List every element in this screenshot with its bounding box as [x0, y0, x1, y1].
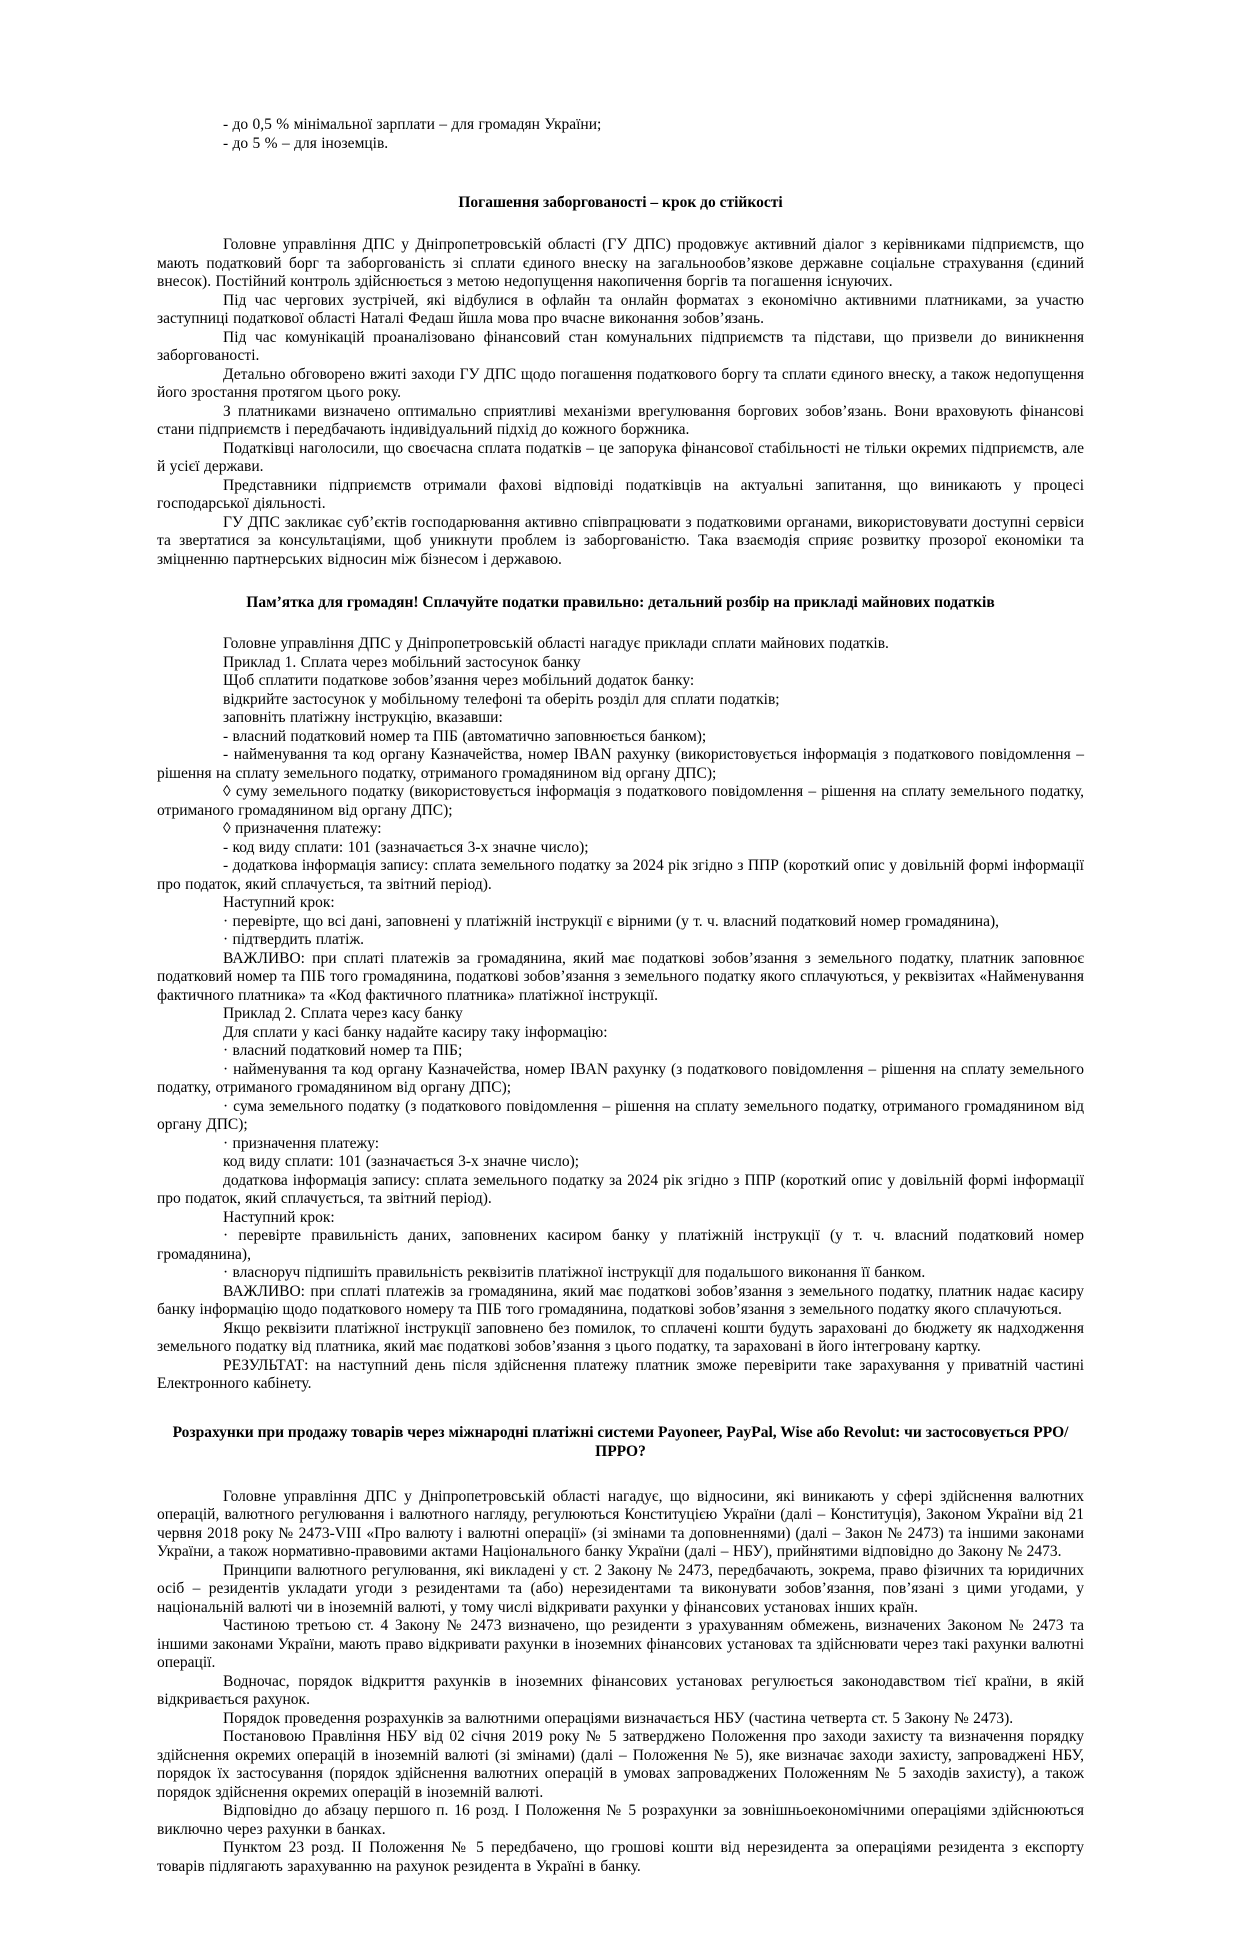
paragraph: ГУ ДПС закликає суб’єктів господарювання активно співпрацювати з податковими органами, використовувати доступні сервіси та звертатися за консультаціями, щоб уникнути проблем із заборгованістю. Така взаємодія сприяє розвитку прозорої економіки та зміцненню партнерських відносин між бізнесом і державою.: [157, 513, 1084, 568]
paragraph: ◊ суму земельного податку (використовується інформація з податкового повідомлення – рішення на сплату земельного податку, отриманого громадянином від органу ДПС);: [157, 783, 1084, 819]
paragraph: · підтвердить платіж.: [223, 931, 365, 948]
paragraph: Наступний крок:: [223, 1208, 335, 1226]
spacer: [157, 569, 1084, 593]
spacer: [157, 1394, 1084, 1423]
section-heading: Погашення заборгованості – крок до стійкості: [458, 194, 783, 211]
paragraph: Для сплати у касі банку надайте касиру таку інформацію:: [223, 1023, 608, 1041]
paragraph: Постановою Правління НБУ від 02 січня 2019 року № 5 затверджено Положення про заходи захисту та визначення порядку здійснення окремих операцій в іноземній валюті (зі змінами) (далі – Положення № 5), яке визначає заходи захисту, запроваджені НБУ, порядок їх застосування (порядок здійснення валютних операцій в умовах запроваджених Положенням № 5 заходів захисту), а також порядок здійснення окремих операцій в іноземній валюті.: [157, 1728, 1084, 1801]
paragraph: Частиною третьою ст. 4 Закону № 2473 визначено, що резиденти з урахуванням обмежень, визначених Законом № 2473 та іншими законами України, мають право відкривати рахунки в іноземних фінансових установах та здійснювати через такі рахунки валютні операції.: [157, 1617, 1084, 1671]
paragraph: ВАЖЛИВО: при сплаті платежів за громадянина, який має податкові зобов’язання з земельного податку, платник заповнює податковий номер та ПІБ того громадянина, податкові зобов’язання з земельного податку якого сплачуються, у реквізитах «Найменування фактичного платника» та «Код фактичного платника» платіжної інструкції.: [157, 949, 1084, 1004]
paragraph: - найменування та код органу Казначейства, номер IBAN рахунку (використовується інформація з податкового повідомлення – рішення на сплату земельного податку, отриманого громадянином від органу ДПС);: [157, 746, 1084, 782]
paragraph: · перевірте, що всі дані, заповнені у платіжній інструкції є вірними (у т. ч. власний податковий номер громадянина),: [223, 912, 1000, 930]
paragraph: Головне управління ДПС у Дніпропетровській області (ГУ ДПС) продовжує активний діалог з керівниками підприємств, що мають податковий борг та заборгованість зі сплати єдиного внеску на загальнообов’язкове державне соціальне страхування (єдиний внесок). Постійний контроль здійснюється з метою недопущення накопичення боргів та погашення існуючих.: [157, 236, 1084, 290]
paragraph: Під час комунікацій проаналізовано фінансовий стан комунальних підприємств та підстави, що призвели до виникнення заборгованості.: [157, 328, 1084, 364]
paragraph: Головне управління ДПС у Дніпропетровській області нагадує, що відносини, які виникають у сфері здійснення валютних операцій, валютного регулювання і валютного нагляду, регулюються Конституцією України (далі – Конституція), Законом України від 21 червня 2018 року № 2473-VIII «Про валюту і валютні операції» (зі змінами та доповненнями) (далі – Закон № 2473) та іншими законами України, а також нормативно-правовими актами Національного банку України (далі – НБУ), прийнятими відповідно до Закону № 2473.: [157, 1487, 1084, 1560]
spacer: [157, 612, 1084, 635]
paragraph: Під час чергових зустрічей, які відбулися в офлайн та онлайн форматах з економічно активними платниками, за участю заступниці податкової області Наталі Федаш йшла мова про вчасне виконання зобов’язань.: [157, 291, 1084, 327]
paragraph: Порядок проведення розрахунків за валютними операціями визначається НБУ (частина четверта ст. 5 Закону № 2473).: [223, 1709, 1014, 1727]
paragraph: · найменування та код органу Казначейства, номер IBAN рахунку (з податкового повідомлення – рішення на сплату земельного податку, отриманого громадянином від органу ДПС);: [157, 1060, 1084, 1096]
paragraph: · власний податковий номер та ПІБ;: [223, 1042, 463, 1059]
paragraph: Відповідно до абзацу першого п. 16 розд. I Положення № 5 розрахунки за зовнішньоекономічними операціями здійснюються виключно через рахунки в банках.: [157, 1802, 1084, 1838]
paragraph: Приклад 2. Сплата через касу банку: [223, 1005, 463, 1022]
section-heading: Розрахунки при продажу товарів через міжнародні платіжні системи Payoneer, PayPal, Wise або Revolut: чи застосовується РРО/ПРРО?: [172, 1423, 1069, 1460]
paragraph: заповніть платіжну інструкцію, вказавши:: [223, 709, 503, 726]
spacer: [157, 1461, 1084, 1488]
paragraph: Пунктом 23 розд. II Положення № 5 передбачено, що грошові кошти від нерезидента за операціями резидента з експорту товарів підлягають зарахуванню на рахунок резидента в Україні в банку.: [157, 1839, 1084, 1875]
paragraph: РЕЗУЛЬТАТ: на наступний день після здійснення платежу платник зможе перевірити таке зарахування у приватній частині Електронного кабінету.: [157, 1356, 1084, 1392]
paragraph: Якщо реквізити платіжної інструкції заповнено без помилок, то сплачені кошти будуть зараховані до бюджету як надходження земельного податку від платника, який має податкові зобов’язання з цього податку, та зараховані в його інтегровану картку.: [157, 1319, 1084, 1355]
spacer: [157, 212, 1084, 236]
paragraph: Водночас, порядок відкриття рахунків в іноземних фінансових установах регулюється законодавством тієї країни, в якій відкривається рахунок.: [157, 1672, 1084, 1708]
paragraph: · перевірте правильність даних, заповнених касиром банку у платіжній інструкції (у т. ч. власний податковий номер громадянина),: [157, 1227, 1084, 1263]
paragraph: Наступний крок:: [223, 894, 335, 911]
paragraph: Приклад 1. Сплата через мобільний застосунок банку: [223, 653, 581, 671]
paragraph: відкрийте застосунок у мобільному телефоні та оберіть розділ для сплати податків;: [223, 690, 780, 708]
intro-line: - до 5 % – для іноземців.: [223, 134, 389, 152]
paragraph: Представники підприємств отримали фахові відповіді податківців на актуальні запитання, що виникають у процесі господарської діяльності.: [157, 476, 1084, 512]
paragraph: Щоб сплатити податкове зобов’язання через мобільний додаток банку:: [223, 672, 695, 689]
paragraph: · власноруч підпишіть правильність реквізитів платіжної інструкції для подальшого виконання її банком.: [223, 1264, 926, 1281]
paragraph: · сума земельного податку (з податкового повідомлення – рішення на сплату земельного податку, отриманого громадянином від органу ДПС);: [157, 1097, 1084, 1133]
paragraph: додаткова інформація запису: сплата земельного податку за 2024 рік згідно з ППР (короткий опис у довільній формі інформації про податок, який сплачується, та звітний період).: [157, 1171, 1084, 1207]
paragraph: - додаткова інформація запису: сплата земельного податку за 2024 рік згідно з ППР (короткий опис у довільній формі інформації про податок, який сплачується, та звітний період).: [157, 857, 1084, 893]
paragraph: З платниками визначено оптимально сприятливі механізми врегулювання боргових зобов’язань. Вони враховують фінансові стани підприємств і передбачають індивідуальний підхід до кожного боржника.: [157, 402, 1084, 438]
paragraph: код виду сплати: 101 (зазначається 3-х значне число);: [223, 1153, 580, 1170]
paragraph: Детально обговорено вжиті заходи ГУ ДПС щодо погашення податкового боргу та сплати єдиного внеску, а також недопущення його зростання протягом цього року.: [157, 365, 1084, 401]
paragraph: Головне управління ДПС у Дніпропетровській області нагадує приклади сплати майнових податків.: [223, 635, 889, 652]
intro-line: - до 0,5 % мінімальної зарплати – для громадян України;: [223, 116, 602, 133]
paragraph: Принципи валютного регулювання, які викладені у ст. 2 Закону № 2473, передбачають, зокрема, право фізичних та юридичних осіб – резидентів укладати угоди з резидентами та (або) нерезидентами та виконувати зобов’язання, пов’язані з цими угодами, у національній валюті чи в іноземній валюті, у тому числі відкривати рахунки у фінансових установах інших країн.: [157, 1561, 1084, 1616]
spacer: [157, 153, 1084, 193]
paragraph: · призначення платежу:: [223, 1134, 380, 1152]
paragraph: Податківці наголосили, що своєчасна сплата податків – це запорука фінансової стабільності не тільки окремих підприємств, але й усієї держави.: [157, 439, 1084, 475]
paragraph: ВАЖЛИВО: при сплаті платежів за громадянина, який має податкові зобов’язання з земельного податку, платник надає касиру банку інформацію щодо податкового номеру та ПІБ того громадянина, податкові зобов’язання з земельного податку якого сплачуються.: [157, 1282, 1084, 1318]
paragraph: - код виду сплати: 101 (зазначається 3-х значне число);: [223, 838, 589, 856]
paragraph: ◊ призначення платежу:: [223, 820, 382, 837]
paragraph: - власний податковий номер та ПІБ (автоматично заповнюється банком);: [223, 727, 707, 745]
section-heading: Пам’ятка для громадян! Сплачуйте податки правильно: детальний розбір на прикладі майнових податків: [246, 594, 995, 611]
